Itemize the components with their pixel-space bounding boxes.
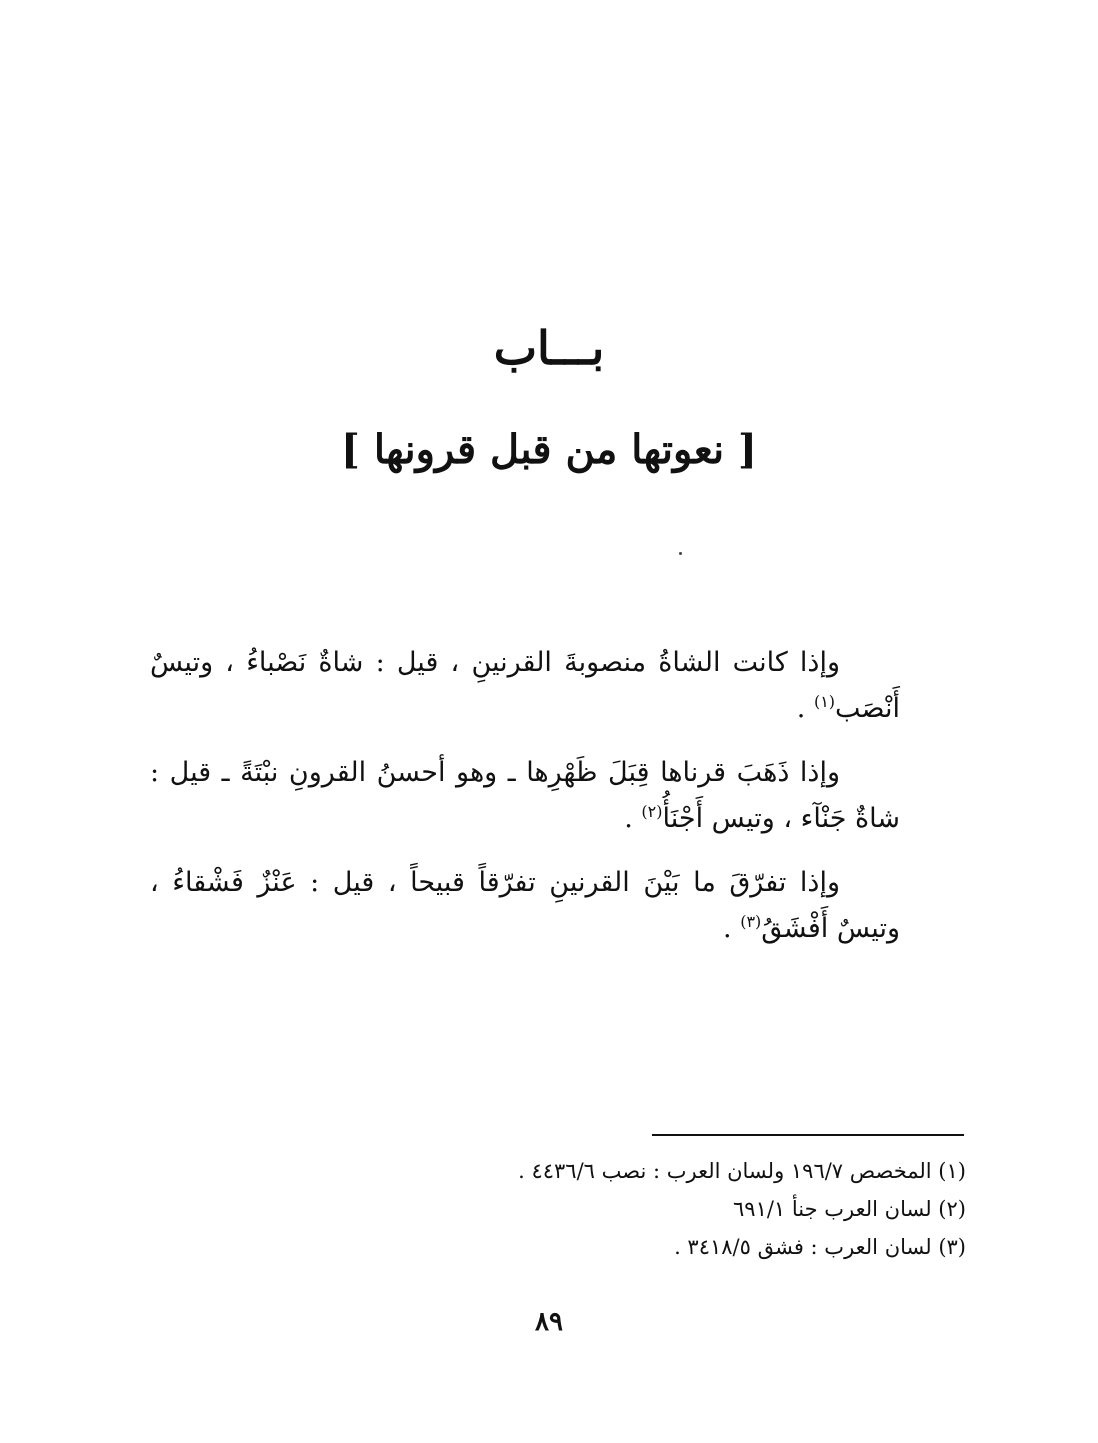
paragraph-end: .	[723, 913, 741, 944]
paragraph-text: وإذا ذَهَبَ قرناها قِبَلَ ظَهْرِها ـ وهو أحسنُ القرونِ نبْتَةً ـ قيل : شاةٌ جَنْآء ، وتيس أَجْنَأُ	[150, 757, 900, 834]
paragraph-text: وإذا تفرّقَ ما بَيْنَ القرنينِ تفرّقاً قبيحاً ، قيل : عَنْزٌ فَشْقاءُ ، وتيسٌ أَفْشَقُ	[150, 867, 900, 944]
paragraph-1	[150, 640, 900, 732]
page-number: ٨٩	[535, 1307, 563, 1337]
footnote-3: (٣) لسان العرب : فشق ٣٤١٨/٥ .	[674, 1235, 966, 1259]
footnote-1: (١) المخصص ١٩٦/٧ ولسان العرب : نصب ٤٤٣٦/٦ .	[518, 1159, 966, 1183]
chapter-title: [ نعوتها من قبل قرونها ]	[341, 426, 757, 473]
paragraph-end: .	[796, 693, 814, 724]
chapter-label: بـــاب	[493, 321, 605, 375]
paragraph-end: .	[624, 803, 642, 834]
footnote-2: (٢) لسان العرب جنأ ٦٩١/١	[733, 1197, 966, 1221]
footnote-ref-2: (٢)	[641, 802, 663, 821]
print-speck	[679, 552, 682, 555]
footnotes	[366, 1152, 966, 1266]
footnote-ref-1: (١)	[813, 692, 836, 711]
footnote-ref-3: (٣)	[740, 912, 762, 931]
paragraph-2	[150, 750, 900, 842]
paragraph-3	[150, 860, 900, 952]
body-text	[150, 640, 900, 970]
footnote-divider	[652, 1134, 964, 1136]
paragraph-text: وإذا كانت الشاةُ منصوبةَ القرنينِ ، قيل : شاةٌ نَصْباءُ ، وتيسٌ أَنْصَب	[150, 647, 900, 724]
